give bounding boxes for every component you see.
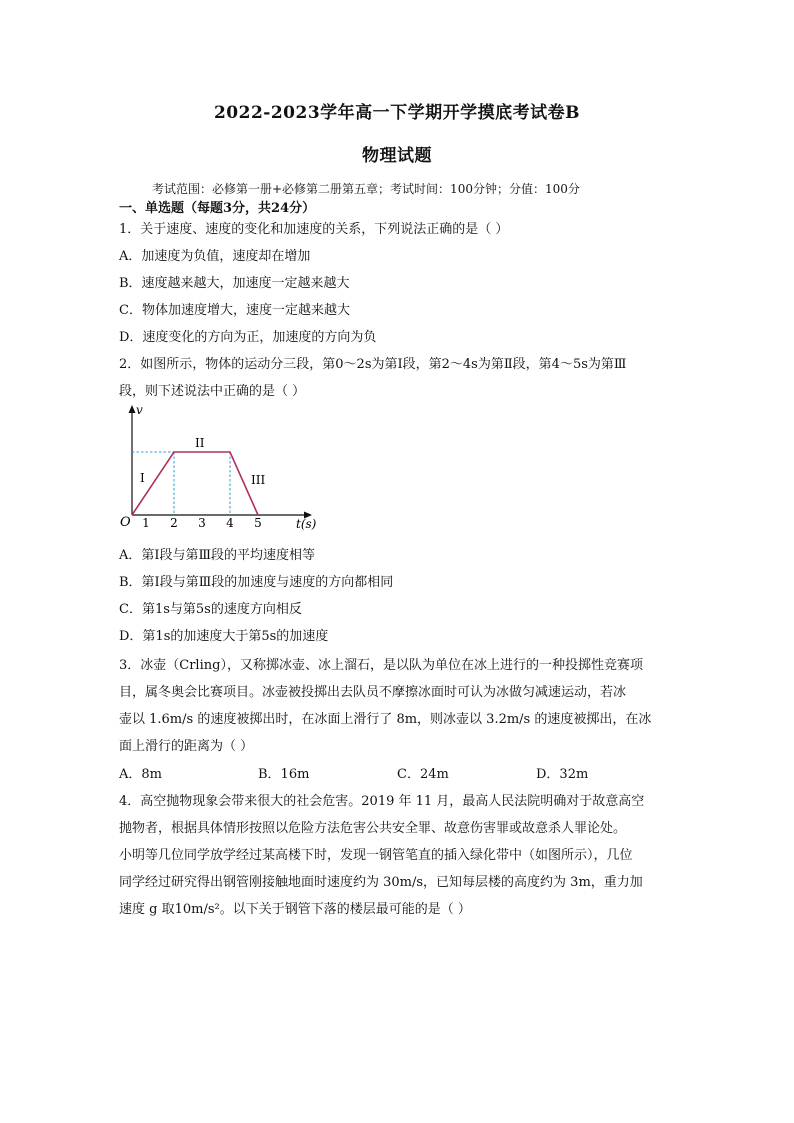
q3-option-c: C．24m xyxy=(397,767,449,782)
q3-option-a: A．8m xyxy=(119,767,162,782)
tick-3: 3 xyxy=(198,516,206,530)
x-axis-label: t(s) xyxy=(296,517,317,531)
q2-option-b: B．第Ⅰ段与第Ⅲ段的加速度与速度的方向都相同 xyxy=(119,575,394,590)
q2-vt-graph xyxy=(112,403,332,533)
q3-stem-line1: 3．冰壶（Crling），又称掷冰壶、冰上溜石，是以队为单位在冰上进行的一种投掷性竞赛项 xyxy=(119,658,643,673)
y-axis-arrow xyxy=(129,405,136,413)
y-axis-label: v xyxy=(136,403,143,417)
q4-stem-line3: 小明等几位同学放学经过某高楼下时，发现一钢管笔直的插入绿化带中（如图所示），几位 xyxy=(119,848,633,863)
tick-4: 4 xyxy=(226,516,234,530)
q4-stem-line2: 抛物者，根据具体情形按照以危险方法危害公共安全罪、故意伤害罪或故意杀人罪论处。 xyxy=(119,821,627,836)
q3-option-d: D．32m xyxy=(536,767,589,782)
q2-option-c: C．第1s与第5s的速度方向相反 xyxy=(119,602,302,617)
q1-option-b: B．速度越来越大，加速度一定越来越大 xyxy=(119,276,350,291)
segment-label-3: III xyxy=(251,473,266,487)
segment-label-2: II xyxy=(195,436,205,450)
q1-option-a: A．加速度为负值，速度却在增加 xyxy=(119,249,311,264)
segment-label-1: I xyxy=(140,471,145,485)
exam-info: 考试范围：必修第一册+必修第二册第五章；考试时间：100分钟；分值：100分 xyxy=(152,182,580,196)
q4-stem-line1: 4．高空抛物现象会带来很大的社会危害。2019 年 11 月，最高人民法院明确对于故意高空 xyxy=(119,794,645,809)
q2-stem-line2: 段，则下述说法中正确的是（ ） xyxy=(119,384,306,399)
q4-stem-line4: 同学经过研究得出钢管刚接触地面时速度约为 30m/s，已知每层楼的高度约为 3m，重力加 xyxy=(119,875,643,890)
q3-stem-line3: 壶以 1.6m/s 的速度被掷出时，在冰面上滑行了 8m，则冰壶以 3.2m/s 的速度被掷出，在冰 xyxy=(119,712,652,727)
q2-option-d: D．第1s的加速度大于第5s的加速度 xyxy=(119,629,329,644)
q1-option-c: C．物体加速度增大，速度一定越来越大 xyxy=(119,303,350,318)
q2-option-a: A．第Ⅰ段与第Ⅲ段的平均速度相等 xyxy=(119,548,316,563)
q4-stem-line5: 速度 g 取10m/s²。以下关于钢管下落的楼层最可能的是（ ） xyxy=(119,902,471,917)
exam-title: 2022-2023学年高一下学期开学摸底考试卷B xyxy=(213,103,581,123)
origin-label: O xyxy=(120,515,131,530)
tick-2: 2 xyxy=(170,516,178,530)
q2-stem-line1: 2．如图所示，物体的运动分三段，第0～2s为第Ⅰ段，第2～4s为第Ⅱ段，第4～5s为第Ⅲ xyxy=(119,357,627,372)
exam-subject: 物理试题 xyxy=(362,146,432,166)
tick-1: 1 xyxy=(142,516,150,530)
vt-line xyxy=(132,452,258,515)
q3-option-b: B．16m xyxy=(258,767,310,782)
section-heading: 一、单选题（每题3分，共24分） xyxy=(119,201,316,216)
tick-5: 5 xyxy=(254,516,262,530)
q3-stem-line2: 目，属冬奥会比赛项目。冰壶被投掷出去队员不摩擦冰面时可认为冰做匀减速运动，若冰 xyxy=(119,685,627,700)
q3-stem-line4: 面上滑行的距离为（ ） xyxy=(119,739,254,754)
q1-option-d: D．速度变化的方向为正，加速度的方向为负 xyxy=(119,330,377,345)
q1-stem: 1．关于速度、速度的变化和加速度的关系，下列说法正确的是（ ） xyxy=(119,222,509,237)
